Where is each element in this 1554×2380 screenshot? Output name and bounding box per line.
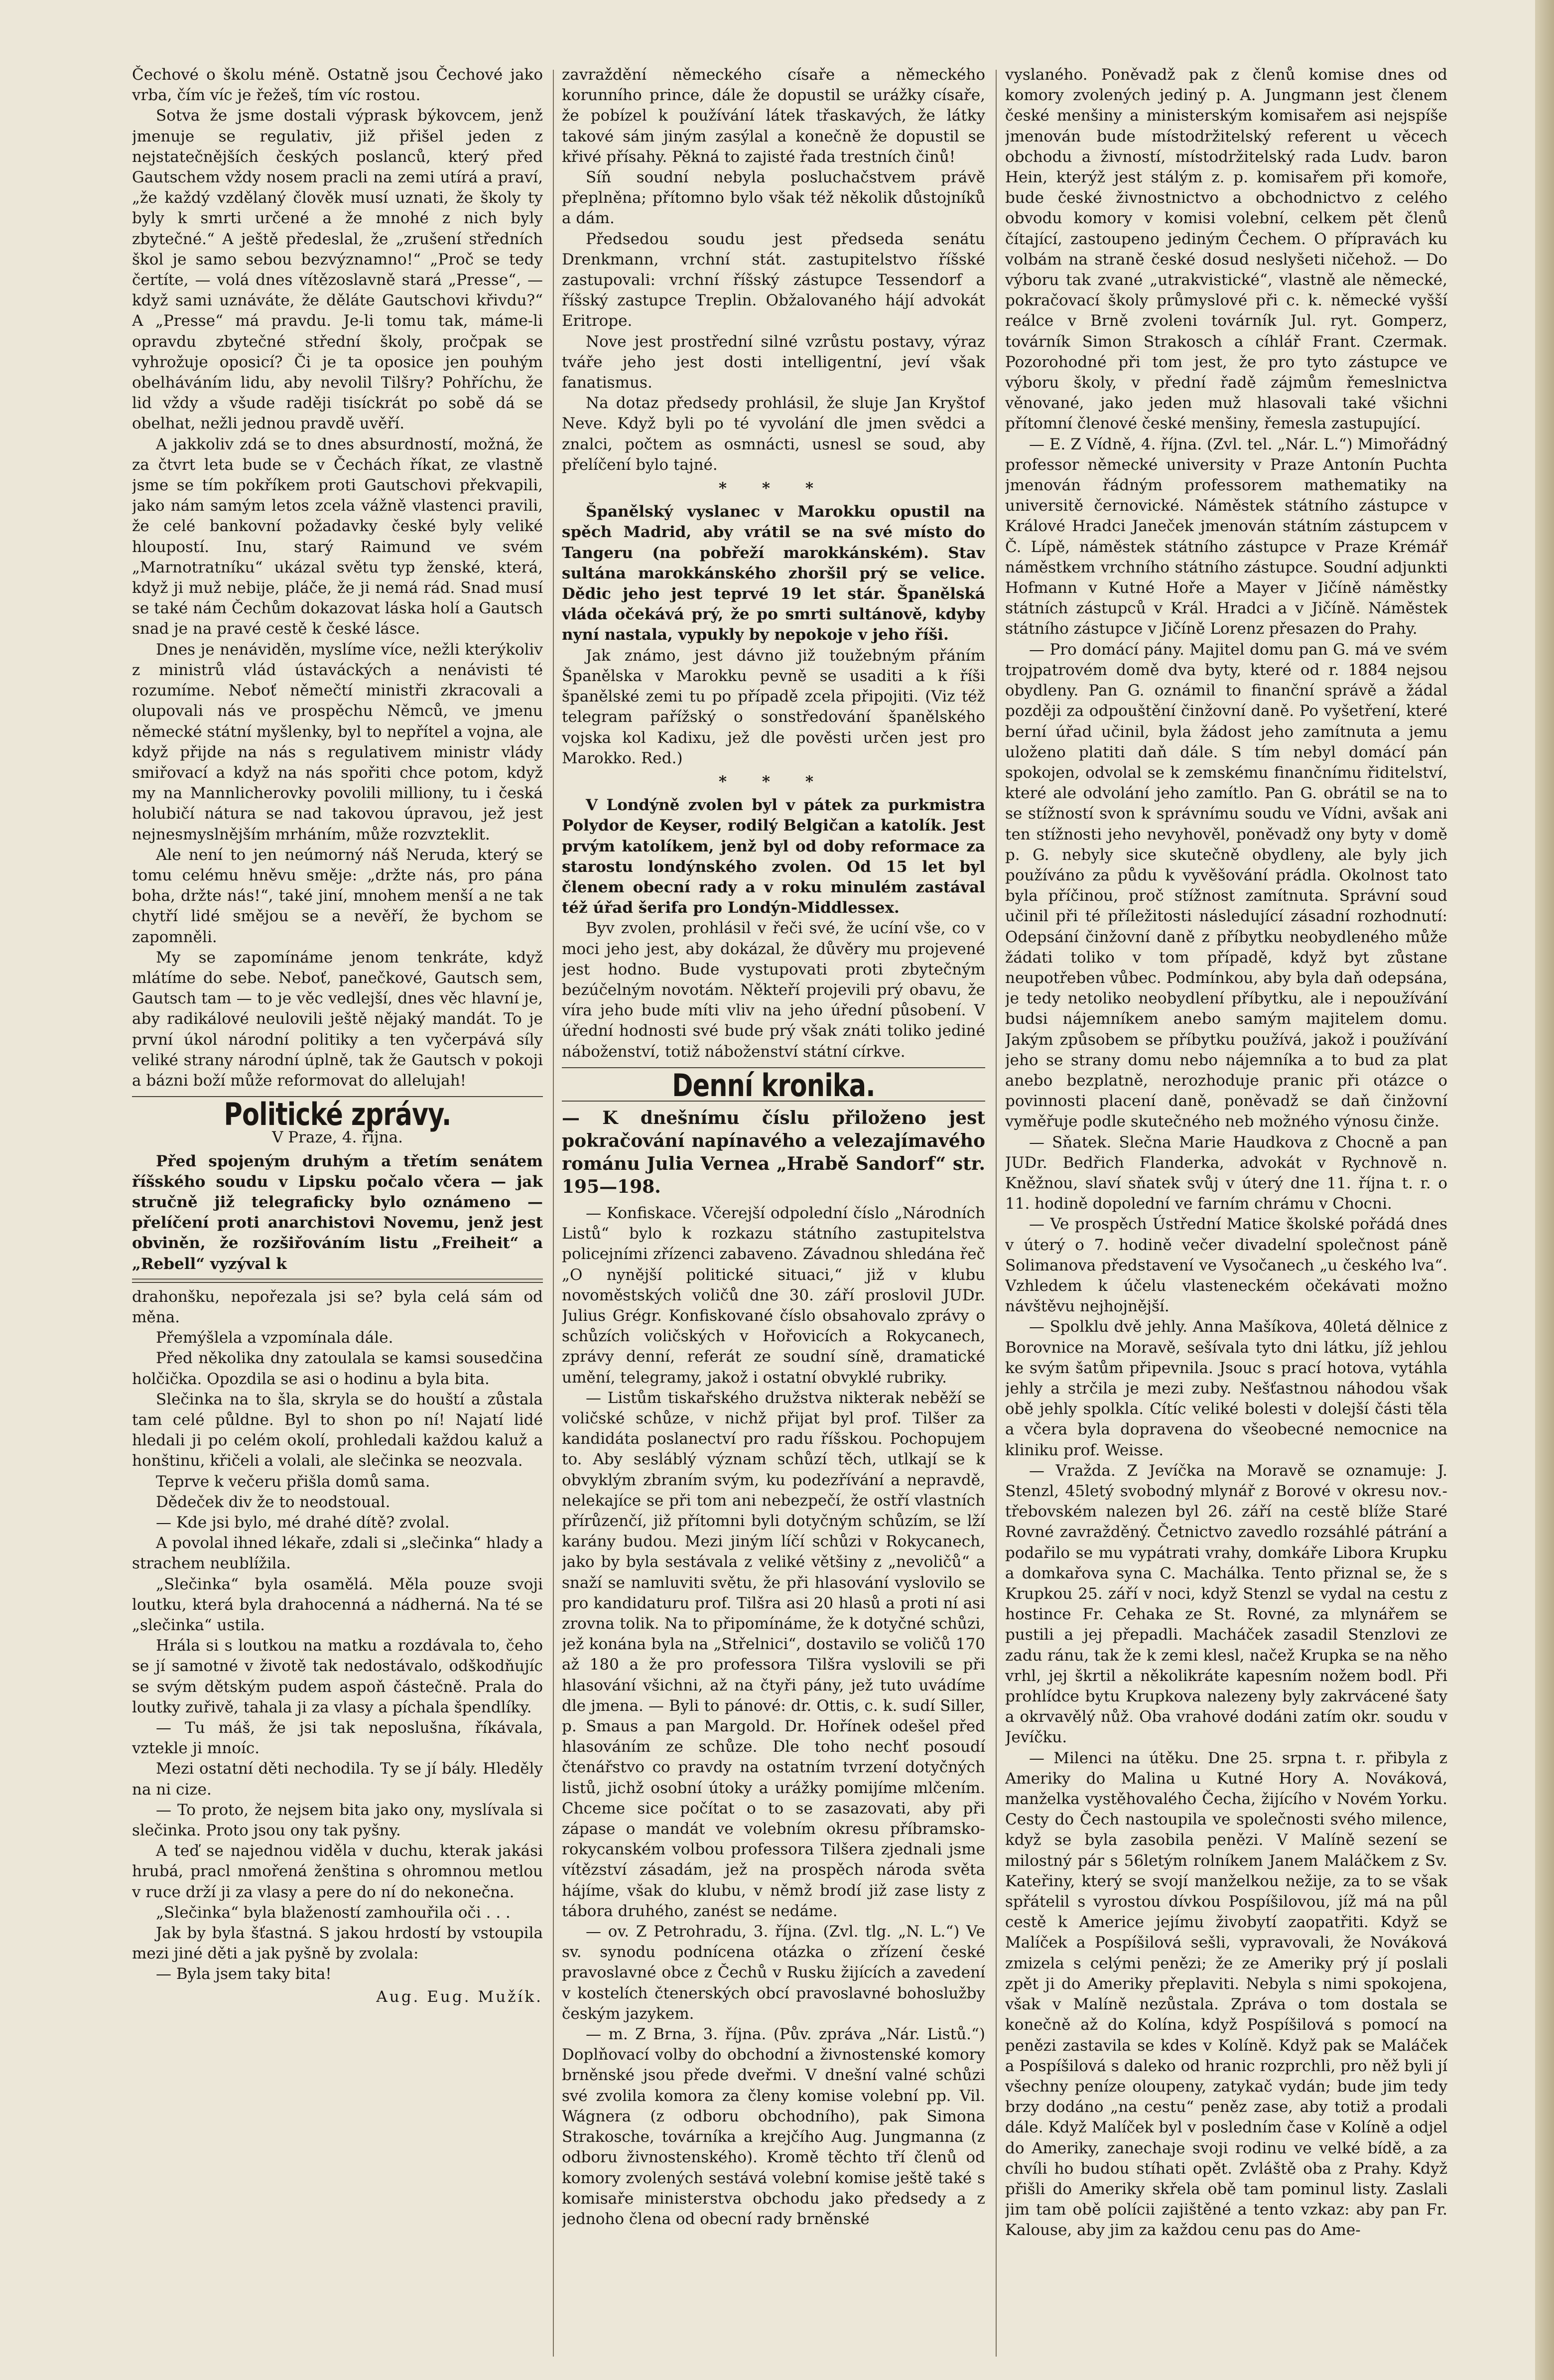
paragraph: vyslaného. Poněvadž pak z členů komise dnes od komory zvolených jediný p. A. Jungmann jest členem české menšiny a ministerským komisařem asi nejspíše jmenován bude místodržitelský referent u věcech obchodu a živností, místodržitelský rada Ludv. baron Hein, kterýž jest stálým z. p. komisařem při komoře, bude české živnostnictvo a obchodnictvo z celého obvodu komory v komisi volební, celkem pět členů čítající, zastoupeno jediným Čechem. O přípravách ku volbám na straně české dosud neslyšeti ničehož. — Do výboru tak zvané „utrakvistické“, vlastně ale německé, pokračovací školy průmyslové při c. k. německé vyšší reálce v Brně zvoleni továrník Jul. ryt. Gomperz, továrník Simon Strakosch a cíhlář Frant. Czermak. Pozorohodné při tom jest, že pro tyto zástupce ve výboru školy, v přední řadě zájmům řemeslnictva věnované, jako jeden muž hlasovali také všichni přítomní členové české menšiny, řemesla zastupující. [1005, 66, 1447, 433]
paragraph: Mezi ostatní děti nechodila. Ty se jí bály. Hleděly na ni cize. [132, 1760, 543, 1799]
paragraph: Hrála si s loutkou na matku a rozdávala to, čeho se jí samotné v životě tak nedostávalo, odškodňujíc se svým dětským pudem aspoň částečně. Prala do loutky zuřivě, tahala ji za vlasy a píchala špendlíky. [132, 1637, 543, 1716]
paragraph: Dědeček div že to neodstoual. [156, 1493, 390, 1511]
paragraph: Přemýšlela a vzpomínala dále. [156, 1329, 393, 1347]
column-rule-1 [553, 70, 554, 2357]
page-edge-shadow [1535, 0, 1554, 2380]
paragraph: — Byla jsem taky bita! [156, 1965, 332, 1983]
dateline: V Praze, 4. října. [272, 1128, 403, 1147]
author-signature: Aug. Eug. Mužík. [376, 1987, 543, 2006]
paragraph: — Milenci na útěku. Dne 25. srpna t. r. přibyla z Ameriky do Malina u Kutné Hory A. Nováková, manželka vystěhovalého Čecha, žijícího v Novém Yorku. Cesty do Čech nastoupila ve společnosti svého milence, když se byla zasobila penězi. V Malíně sezení se milostný pár s 56letým rolníkem Janem Maláčkem z Sv. Kateřiny, který se svojí manželkou nežije, za to se však spřátelil s vyrostou dívkou Pospíšilovou, jíž má na půl cestě k Americe jejímu živobytí zaopatřiti. Když se Malíček a Pospíšilová sešli, vypravovali, že Nováková zmizela s celými penězi; že ze Ameriky prý jí poslali zpět ji do Ameriky přeplaviti. Nebyla s nimi spokojena, však v Malíně nezůstala. Zpráva o tom dostala se konečně až do Kolína, když Pospíšilová s pomocí na penězi zastavila se kdes v Kolíně. Když pak se Maláček a Pospíšilová s daleko od hranic rozprchli, pro něž byli jí všechny peníze oloupeny, zatykač vydán; bude jim tedy brzy dodáno „na cestu“ peněz zase, aby totiž a prodali dále. Když Malíček byl v posledním čase v Kolíně a odjel do Ameriky, zanechaje svoji rodinu ve velké bídě, a za chvíli ho budou stíhati opět. Zvláště oba z Prahy. Když přišli do Ameriky skřela obě tam pominul listy. Zaslali jim tam obě polícii zajištěné a tento vzkaz: aby pan Fr. Kalouse, aby jim za každou cenu pas do Ame- [1005, 1749, 1447, 2240]
paragraph: Dnes je nenáviděn, myslíme více, nežli kterýkoliv z ministrů vlád ústaváckých a nenávisti té rozumíme. Neboť němečtí ministři zkracovali a olupovali nás ve prospěchu Němců, ve jmenu německé státní myšlenky, byl to nepřítel a vojna, ale když přijde na nás s regulativem ministr vlády smiřovací a když na nás spořiti chce potom, když my na Mannlicherovky povolili milliony, tu i česká holubičí nátura se nad takovou úpravou, jež jest nejnesmyslnějším mrháním, může rozvzteklit. [132, 640, 543, 843]
asterism-separator: * * * [718, 772, 829, 791]
paragraph: Byv zvolen, prohlásil v řeči své, že ucíní vše, co v moci jeho jest, aby dokázal, že důvěry mu projevené jest hodno. Bude vystupovati proti zbytečným bezúčelným novotám. Někteří projevili prý obavu, že víra jeho bude míti vliv na jeho úřední působení. V úřední hodnosti své bude prý však znáti toliko jediné náboženství, totiž náboženství státní církve. [562, 919, 985, 1061]
paragraph: Síň soudní nebyla posluchačstvem právě přeplněna; přítomno bylo však též několik důstojníků a dám. [562, 168, 985, 228]
paragraph: V Londýně zvolen byl v pátek za purkmistra Polydor de Keyser, rodilý Belgičan a katolík. Jest prvým katolíkem, jenž byl od doby reformace za starostu londýnského zvolen. Od 15 let byl členem obecní rady a v roku minulém zastával též úřad šerifa pro Londýn-Middlessex. [562, 796, 985, 917]
paragraph: Jak by byla šťastná. S jakou hrdostí by vstoupila mezi jiné děti a jak pyšně by zvolala: [132, 1924, 543, 1963]
paragraph: A povolal ihned lékaře, zdali si „slečinka“ hlady a strachem neublížila. [132, 1534, 543, 1573]
paragraph: — Konfiskace. Včerejší odpolední číslo „Národních Listů“ bylo k rozkazu státního zastupitelstva policejními zřízenci zabaveno. Závadnou shledána řeč „O nynější politické situaci,“ již v klubu novoměstských voličů dne 30. září proslovil JUDr. Julius Grégr. Konfiskované číslo obsahovalo zprávy o schůzích voličských v Hořovicích a Rokycanech, zprávy denní, referát ze soudní síně, dramatické umění, telegramy, jakož i ostatní obvyklé rubriky. [562, 1204, 985, 1387]
paragraph: Teprve k večeru přišla domů sama. [156, 1472, 430, 1491]
column-2 [562, 65, 985, 2357]
column-rule-2 [996, 70, 997, 2357]
paragraph: — Listům tiskařského družstva nikterak neběží se voličské schůze, v nichž přijat byl prof. Tilšer za kandidáta poslanectví pro radu říšskou. Pochopujem to. Aby sesláblý význam schůzí těch, utlkají se k obvyklým zbraním svým, ku podezřívání a nepravdě, nelekajíce se při tom ani nebezpečí, že ostří vlastních přírůzenčí, již přítomni byli dotyčným schůzím, se lží karány budou. Mezi jiným líčí schůzi v Rokycanech, jako by byla sestávala z veliké většiny z „nevoličů“ a snaží se namluviti světu, že při hlasování vyslovilo se pro kandidaturu prof. Tilšra asi 20 hlasů a proti ní asi zrovna tolik. Na to připomínáme, že k dotyčné schůzi, jež konána byla na „Střelnici“, dostavilo se voličů 170 až 180 a že pro professora Tilšra vyslovili se při hlasování všichni, až na čtyři pány, jež tuto uvádíme dle jmena. — Byli to pánové: dr. Ottis, c. k. sudí Siller, p. Smaus a pan Margold. Dr. Hořínek odešel před hlasováním ze schůze. Dle toho nechť posoudí čtenářstvo co pravdy na ostatním tvrzení dotyčných listů, jichž osobní útoky a urážky pomijíme mlčením. Chceme sice počítat o to se zasazovati, aby při zápase o mandát ve volebním okresu příbramsko-rokycanském volbou professora Tilšera zjednali jsme vítězství zásadám, jež na prospěch národa světa hájíme, však do klubu, v němž brodí již zase listy z tábora druhého, zanést se nedáme. [562, 1389, 985, 1920]
supplement-announcement: — K dnešnímu číslu přiloženo jest pokračování napínavého a velezajímavého románu Julia Vernea „Hrabě Sandorf“ str. 195—198. [562, 1107, 985, 1197]
paragraph: drahonšku, nepořezala jsi se? byla celá sám od měna. [132, 1287, 543, 1326]
paragraph: — Pro domácí pány. Majitel domu pan G. má ve svém trojpatrovém domě dva byty, které od r. 1884 nejsou obydleny. Pan G. oznámil to finanční správě a žádal později za odpouštění činžovní daně. Po vyšetření, které berní úřad učinil, byla žádost jeho zamítnuta a jemu uloženo platiti daň dále. S tím nebyl domácí pán spokojen, odvolal se k zemskému finančnímu řiditelství, které ale odvolání jeho zamítlo. Pan G. obrátil se na to se stížností svon k správnímu soudu ve Vídni, avšak ani ten stížnosti jeho nevyhověl, poněvadž ony byty v domě p. G. nebyly sice skutečně obydleny, ale byly jich používáno za půdu k vyvěšování prádla. Okolnost tato byla příčinou, proč stížnost zamítnuta. Správní soud učinil při té příležitosti následující zásadní rozhodnutí: Odepsání činžovní daně z příbytku neobydleného může žádati toliko v tom případě, když byt zůstane neupotřeben vůbec. Podmínkou, aby byla daň odepsána, je tedy netoliko neobydlení příbytku, ale i nepoužívání budsi nájemníkem anebo samým majitelem domu. Jakým způsobem se příbytku používá, jakož i používání jeho se strany domu nebo nájemníka a to bud za plat anebo bezplatně, nerozhoduje pranic při otázce o povinnosti placení daně, poněvadž se daň činžovní vyměřuje podle skutečného neb možného výnosu činže. [1005, 640, 1447, 1131]
paragraph: Čechové o školu méně. Ostatně jsou Čechové jako vrba, čím víc je řežeš, tím víc rostou. [132, 66, 543, 105]
paragraph: Sotva že jsme dostali výprask býkovcem, jenž jmenuje se regulativ, již přišel jeden z nejstatečnějších českých poslanců, který před Gautschem vždy nosem pracli na zemi utírá a praví, „že každý vzdělaný člověk musí uznati, že školy ty byly k smrti určené a že mnohé z nich byly zbytečné.“ A ještě předeslal, že „zrušení středních škol je samo sebou bezvýznamno!“ „Proč se tedy čertíte, — volá dnes vítězoslavně stará „Presse“, — když sami uznáváte, že děláte Gautschovi křivdu?“ A „Presse“ má pravdu. Je-li tomu tak, máme-li opravdu zbytečné střední školy, pročpak se vyhrožuje oposicí? Či je ta oposice jen pouhým obelháváním lidu, aby nevolil Tilšry? Pohříchu, že lid vždy a všude raději tisíckrát po sobě dá se obelhat, nežli jednou pravdě uvěří. [132, 107, 543, 433]
paragraph: Na dotaz předsedy prohlásil, že sluje Jan Kryštof Neve. Když byli po té vyvolání dle jmen svědci a znalci, počtem as osmnácti, usnesl se soud, aby přelíčení bylo tajné. [562, 394, 985, 474]
paragraph: A jakkoliv zdá se to dnes absurdností, možná, že za čtvrt leta bude se v Čechách říkat, ze vlastně jsme se tím pokříkem proti Gautschovi překvapili, jako nám samým letos zcela vážně vlastenci pravili, že celé bankovní požadavky české byly veliké hloupostí. Inu, starý Raimund ve svém „Marnotratníku“ ukázal světu typ ženské, která, když ji muž nebije, pláče, že ji nemá rád. Snad musí se také nám Čechům dokazovat láska holí a Gautsch snad je na pravé cestě k české lásce. [132, 435, 543, 638]
column-3 [1005, 65, 1447, 2357]
asterism-separator: * * * [718, 479, 829, 498]
feuilleton-divider [132, 1278, 543, 1283]
paragraph: Před spojeným druhým a třetím senátem říšského soudu v Lipsku počalo včera — jak stručně již telegraficky bylo oznámeno — přelíčení proti anarchistovi Novemu, jenž jest obviněn, že rozšiřováním listu „Freiheit“ a „Rebell“ vyzýval k [132, 1152, 543, 1273]
paragraph: Nove jest prostřední silné vzrůstu postavy, výraz tváře jeho jest dosti intelligentní, jeví však fanatismus. [562, 332, 985, 392]
paragraph: — Spolklu dvě jehly. Anna Mašíkova, 40letá dělnice z Borovnice na Moravě, sešívala tyto dni látku, jíž jehlou ke svým šatům připevnila. Jsouc s prací hotova, vytáhla jehly a strčila je mezi zuby. Nešťastnou náhodou však obě jehly spolkla. Cítíc veliké bolesti v dolejší části těla a včera byla dopravena do všeobecné nemocnice na kliniku prof. Weisse. [1005, 1318, 1447, 1459]
paragraph: A teď se najednou viděla v duchu, kterak jakási hrubá, pracl nmořená ženština s ohromnou metlou v ruce drží ji za vlasy a pere do ní do nekonečna. [132, 1842, 543, 1901]
paragraph: Před několika dny zatoulala se kamsi sousedčina holčička. Opozdila se asi o hodinu a byla bita. [132, 1349, 543, 1388]
paragraph: — To proto, že nejsem bita jako ony, myslívala si slečinka. Proto jsou ony tak pyšny. [132, 1801, 543, 1840]
paragraph: — Sňatek. Slečna Marie Haudkova z Chocně a pan JUDr. Bedřich Flanderka, advokát v Rychnově n. Kněžnou, slaví sňatek svůj v úterý dne 11. října t. r. o 11. hodině dopolední ve farním chrámu v Chocni. [1005, 1133, 1447, 1213]
paragraph: — Kde jsi bylo, mé drahé dítě? zvolal. [156, 1514, 450, 1532]
paragraph: — ov. Z Petrohradu, 3. října. (Zvl. tlg. „N. L.“) Ve sv. synodu podnícena otázka o zřízení české pravoslavné obce z Čechů v Rusku žijících a zavedení v kostelích čtenerských obcí pravoslavné bohoslužby českým jazykem. [562, 1923, 985, 2023]
paragraph: Ale není to jen neúmorný náš Neruda, který se tomu celému hněvu směje: „držte nás, pro pána boha, držte nás!“, také jiní, mnohem menší a ne tak chytří lidé smějou se a nevěří, že bychom se zapomněli. [132, 845, 543, 946]
column-1 [132, 65, 543, 2357]
paragraph: — Tu máš, že jsi tak neposlušna, říkávala, vztekle ji mnoíc. [132, 1719, 543, 1758]
paragraph: Španělský vyslanec v Marokku opustil na spěch Madrid, aby vrátil se na své místo do Tangeru (na pobřeží marokkánském). Stav sultána marokkánského zhoršil prý se velice. Dědic jeho jest teprvé 19 let stár. Španělská vláda očekává prý, že po smrti sultánově, kdyby nyní nastala, vypukly by nepokoje v jeho říši. [562, 503, 985, 644]
paragraph: — E. Z Vídně, 4. října. (Zvl. tel. „Nár. L.“) Mimořádný professor německé university v Praze Antonín Puchta jmenován řádným professorem mathematiky na universitě černovické. Náměstek státního zástupce v Králové Hradci Janeček jmenován státním zástupcem v Č. Lípě, náměstek státního zástupce v Praze Krémář náměstkem vrchního státního zástupce. Soudní adjunkti Hofmann v Kutné Hoře a Mayer v Jičíně náměstky státních zástupců v Král. Hradci a v Jičíně. Náměstek státního zástupce v Jičíně Lorenz přesazen do Prahy. [1005, 435, 1447, 638]
section-title-denni-kronika: Denní kronika. [672, 1067, 875, 1104]
paragraph: „Slečinka“ byla blažeností zamhouřila oči . . . [156, 1903, 511, 1922]
paragraph: Předsedou soudu jest předseda senátu Drenkmann, vrchní stát. zastupitelstvo říšské zastupovali: vrchní říšský zástupce Tessendorf a říšský zastupce Treplin. Obžalovaného hájí advokát Eritrope. [562, 230, 985, 330]
paragraph: Jak známo, jest dávno již toužebným přáním Španělska v Marokku pevně se usaditi a k říši španělské zemi tu po případě zcela připojiti. (Viz též telegram pařížský o sonstředování španělského vojska kol Kadixu, jež dle pověsti určen jest pro Marokko. Red.) [562, 646, 985, 767]
paragraph: My se zapomínáme jenom tenkráte, když mlátíme do sebe. Neboť, panečkové, Gautsch sem, Gautsch tam — to je věc vedlejší, dnes věc hlavní je, aby radikálové neulovili ještě nějaký mandát. To je první úkol národní politiky a ten vyčerpává síly veliké strany národní úplně, tak že Gautsch v pokoji a bázni boží může reformovat do allelujah! [132, 948, 543, 1090]
paragraph: „Slečinka“ byla osamělá. Měla pouze svoji loutku, která byla drahocenná a nádherná. Na té se „slečinka“ ustila. [132, 1575, 543, 1635]
paragraph: — Ve prospěch Ústřední Matice školské pořádá dnes v úterý o 7. hodině večer divadelní společnost páně Solimanova představení ve Vysočanech „u českého lva“. Vzhledem k účelu vlasteneckém očekávati možno návštěvu nejhojnější. [1005, 1215, 1447, 1316]
paragraph: Slečinka na to šla, skryla se do houští a zůstala tam celé půldne. Byl to shon po ní! Najatí lidé hledali ji po celém okolí, prohledali každou kaluž a honštinu, křičeli a volali, ale slečinka se neozvala. [132, 1390, 543, 1470]
paragraph: — Vražda. Z Jevíčka na Moravě se oznamuje: J. Stenzl, 45letý svobodný mlynář z Borové v okresu nov.-třebovském nalezen byl 26. září na cestě blíže Staré Rovné zavražděný. Četnictvo zavedlo rozsáhlé pátrání a podařilo se mu vypátrati vrahy, domkáře Libora Krupku a domkařova syna C. Machálka. Tento přiznal se, že s Krupkou 25. září v noci, když Stenzl se vydal na cestu z hostince Fr. Cehaka ze St. Rovné, za mlynářem se pustili a jej přepadli. Macháček zasadil Stenzlovi ze zadu ránu, tak že k zemi klesl, načež Krupka se na něho vrhl, jej škrtil a několikráte kapesním nožem bodl. Při prohlídce bytu Krupkova nalezeny byly zakrvácené šaty a okrvavělý nůž. Oba vrahové dodáni zatím okr. soudu v Jevíčku. [1005, 1461, 1447, 1747]
section-title-politicke-zpravy: Politické zprávy. [224, 1096, 451, 1133]
paragraph: zavraždění německého císaře a německého korunního prince, dále že dopustil se urážky císaře, že pobízel k používání látek třaskavých, že látky takové sám jiným zasýlal a konečně že dopustil se křivé přísahy. Pěkná to zajisté řada trestních činů! [562, 66, 985, 166]
paragraph: — m. Z Brna, 3. října. (Pův. zpráva „Nár. Listů.“) Doplňovací volby do obchodní a živnostenské komory brněnské jsou přede dveřmi. V dnešní valné schůzi své zvolila komora za členy komise volební pp. Vil. Wágnera (z odboru obchodního), pak Simona Strakosche, továrníka a krejčího Aug. Jungmanna (z odboru živnostenského). Kromě těchto tří členů od komory zvolených sestává volební komise ještě také s komisaře ministerstva obchodu jako předsedy a z jednoho člena od obecní rady brněnské [562, 2025, 985, 2228]
